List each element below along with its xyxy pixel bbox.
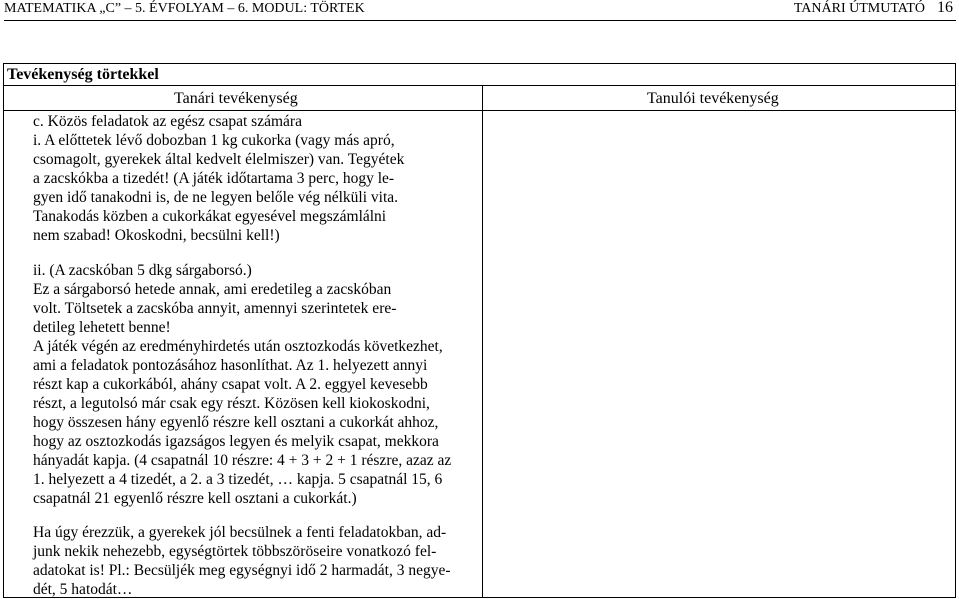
task-c-block [33, 112, 404, 245]
text-line: hogy összesen hány egyenlő részre kell osztani a cukorkát ahhoz, [33, 414, 439, 431]
text-line: hányadát kapja. (4 csapatnál 10 részre: 4 + 3 + 2 + 1 részre, azaz az [33, 452, 452, 469]
text-line: dét, 5 hatodát… [33, 581, 133, 598]
text-line: csomagolt, gyerekek által kedvelt élelmiszer) van. Tegyétek [33, 151, 405, 168]
text-line: nem szabad! Okoskodni, becsülni kell!) [33, 227, 280, 244]
text-line: részt, a legutolsó már csak egy részt. Közösen kell kiokoskodni, [33, 395, 430, 412]
text-line: detileg lehetett benne! [33, 319, 171, 336]
page-header [0, 0, 959, 20]
heading-divider [4, 110, 955, 111]
table-title: Tevékenység törtekkel [4, 64, 955, 86]
text-line: a zacskókba a tizedét! (A játék időtartama 3 perc, hogy le- [33, 170, 395, 187]
student-activity-heading: Tanulói tevékenység [647, 90, 779, 107]
text-line: A játék végén az eredményhirdetés után osztozkodás következhet, [33, 338, 443, 355]
text-line: 1. helyezett a 4 tizedét, a 2. a 3 tizedét, … kapja. 5 csapatnál 15, 6 [33, 471, 443, 488]
text-line: részt kap a cukorkából, ahány csapat volt. A 2. eggyel kevesebb [33, 376, 428, 393]
header-divider [4, 20, 956, 21]
text-line: gyen idő tanakodni is, de ne legyen belőle vég nélküli vita. [33, 189, 399, 206]
header-guide-label: TANÁRI ÚTMUTATÓ [793, 1, 925, 16]
text-line: volt. Töltsetek a zacskóba annyit, amennyi szerintetek ere- [33, 300, 397, 317]
text-line: ii. (A zacskóban 5 dkg sárgaborsó.) [33, 262, 252, 279]
page-number: 16 [937, 0, 953, 16]
extension-note-block [33, 523, 451, 599]
column-divider [482, 86, 483, 597]
text-line: c. Közös feladatok az egész csapat számára [33, 113, 302, 130]
text-line: csapatnál 21 egyenlő részre kell osztani a cukorkát.) [33, 490, 357, 507]
activity-table [3, 63, 956, 598]
text-line: ami a feladatok pontozásához hasonlíthat. Az 1. helyezett annyi [33, 357, 428, 374]
task-ii-block [33, 261, 451, 508]
teacher-activity-heading: Tanári tevékenység [174, 90, 298, 107]
text-line: i. A előttetek lévő dobozban 1 kg cukorka (vagy más apró, [33, 132, 395, 149]
header-module-title: MATEMATIKA „C” – 5. ÉVFOLYAM – 6. MODUL: TÖRTEK [4, 1, 365, 16]
text-line: adatokat is! Pl.: Becsüljék meg egységnyi idő 2 harmadát, 3 negye- [33, 562, 451, 579]
text-line: Tanakodás közben a cukorkákat egyesével megszámlálni [33, 208, 387, 225]
text-line: Ha úgy érezzük, a gyerekek jól becsülnek a fenti feladatokban, ad- [33, 524, 447, 541]
text-line: Ez a sárgaborsó hetede annak, ami eredetileg a zacskóban [33, 281, 392, 298]
text-line: junk nekik nehezebb, egységtörtek többszöröseire vonatkozó fel- [33, 543, 437, 560]
text-line: hogy az osztozkodás igazságos legyen és melyik csapat, mekkora [33, 433, 439, 450]
